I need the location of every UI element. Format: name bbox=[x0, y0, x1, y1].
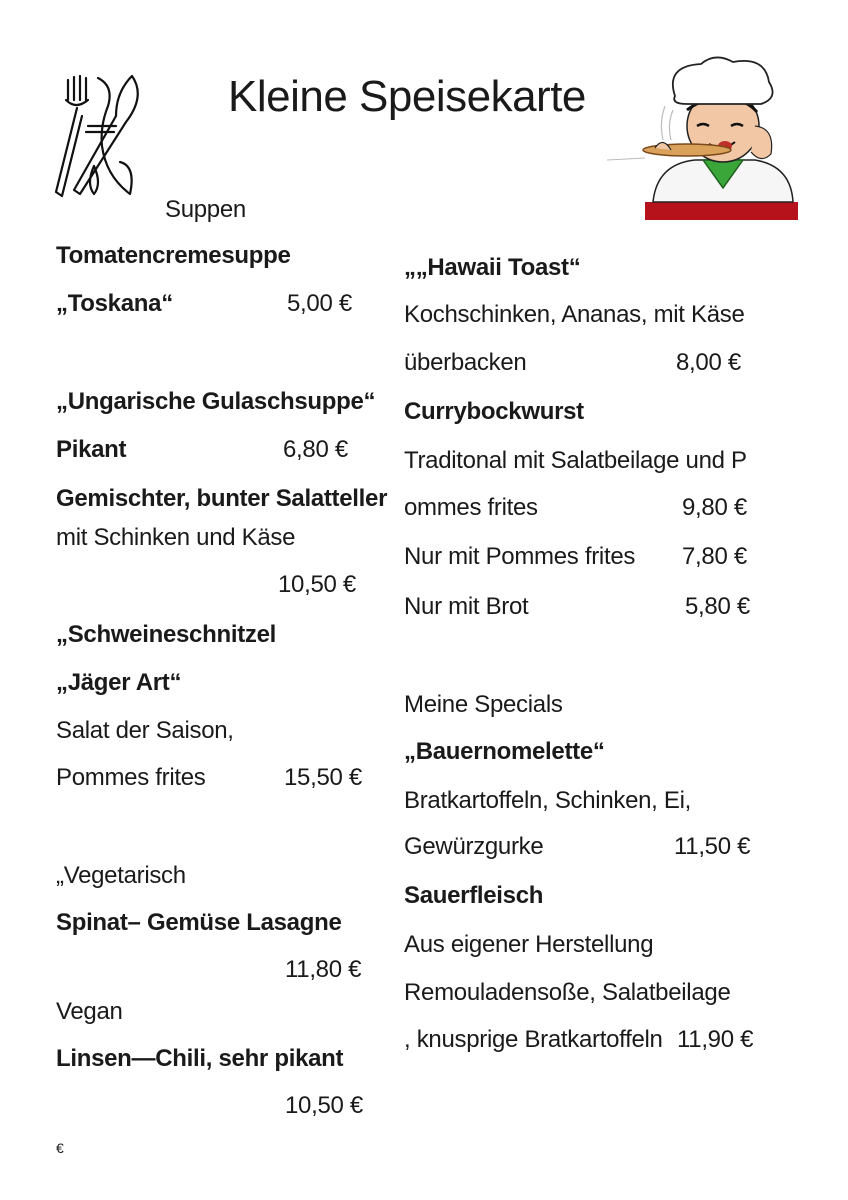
menu-item-description: Salat der Saison, bbox=[56, 717, 234, 744]
menu-item-description: Gewürzgurke bbox=[404, 833, 544, 860]
menu-item-price: 9,80 € bbox=[682, 494, 747, 521]
menu-item-description: mit Schinken und Käse bbox=[56, 524, 296, 551]
menu-item-name: Spinat– Gemüse Lasagne bbox=[56, 909, 342, 936]
menu-item-price: 10,50 € bbox=[278, 571, 356, 598]
menu-item-name: „Toskana“ bbox=[56, 290, 173, 317]
menu-item-price: 6,80 € bbox=[283, 436, 348, 463]
cutlery-logo-icon bbox=[50, 66, 150, 202]
menu-item-price: 11,90 € bbox=[677, 1026, 754, 1053]
menu-item-name: „Schweineschnitzel bbox=[56, 621, 276, 648]
menu-item-price: 5,80 € bbox=[685, 593, 750, 620]
menu-item-description: Remouladensoße, Salatbeilage bbox=[404, 979, 731, 1006]
menu-item-description: Aus eigener Herstellung bbox=[404, 931, 654, 958]
page-title: Kleine Speisekarte bbox=[228, 72, 586, 121]
menu-item-description: Nur mit Brot bbox=[404, 593, 529, 620]
menu-item-price: 11,80 € bbox=[285, 956, 362, 983]
footer-note: € bbox=[56, 1140, 64, 1156]
menu-item-price: 5,00 € bbox=[287, 290, 352, 317]
menu-item-price: 10,50 € bbox=[285, 1092, 363, 1119]
menu-item-description: Pommes frites bbox=[56, 764, 206, 791]
menu-item-name: Gemischter, bunter Salatteller bbox=[56, 485, 388, 512]
menu-item-description: Bratkartoffeln, Schinken, Ei, bbox=[404, 787, 692, 814]
menu-item-description: ommes frites bbox=[404, 494, 538, 521]
menu-item-name: „Jäger Art“ bbox=[56, 669, 182, 696]
menu-item-description: Nur mit Pommes frites bbox=[404, 543, 636, 570]
menu-item-name: Sauerfleisch bbox=[404, 882, 544, 909]
menu-item-name: Linsen—Chili, sehr pikant bbox=[56, 1045, 344, 1072]
section-specials: Meine Specials bbox=[404, 691, 563, 718]
menu-item-name: Pikant bbox=[56, 436, 127, 463]
chef-illustration-icon bbox=[605, 56, 800, 222]
menu-item-price: 8,00 € bbox=[676, 349, 741, 376]
menu-item-name: „„Hawaii Toast“ bbox=[404, 254, 581, 281]
section-vegetarisch: „Vegetarisch bbox=[56, 862, 186, 889]
menu-item-description: überbacken bbox=[404, 349, 527, 376]
menu-item-description: , knusprige Bratkartoffeln bbox=[404, 1026, 663, 1053]
section-vegan: Vegan bbox=[56, 998, 123, 1025]
menu-item-description: Traditonal mit Salatbeilage und P bbox=[404, 447, 747, 474]
menu-item-description: Kochschinken, Ananas, mit Käse bbox=[404, 301, 745, 328]
menu-item-price: 15,50 € bbox=[284, 764, 362, 791]
menu-item-price: 11,50 € bbox=[674, 833, 751, 860]
section-suppen: Suppen bbox=[165, 196, 246, 223]
menu-item-name: „Ungarische Gulaschsuppe“ bbox=[56, 388, 376, 415]
menu-item-price: 7,80 € bbox=[682, 543, 747, 570]
menu-item-name: „Bauernomelette“ bbox=[404, 738, 605, 765]
menu-item-name: Tomatencremesuppe bbox=[56, 242, 291, 269]
menu-item-name: Currybockwurst bbox=[404, 398, 584, 425]
